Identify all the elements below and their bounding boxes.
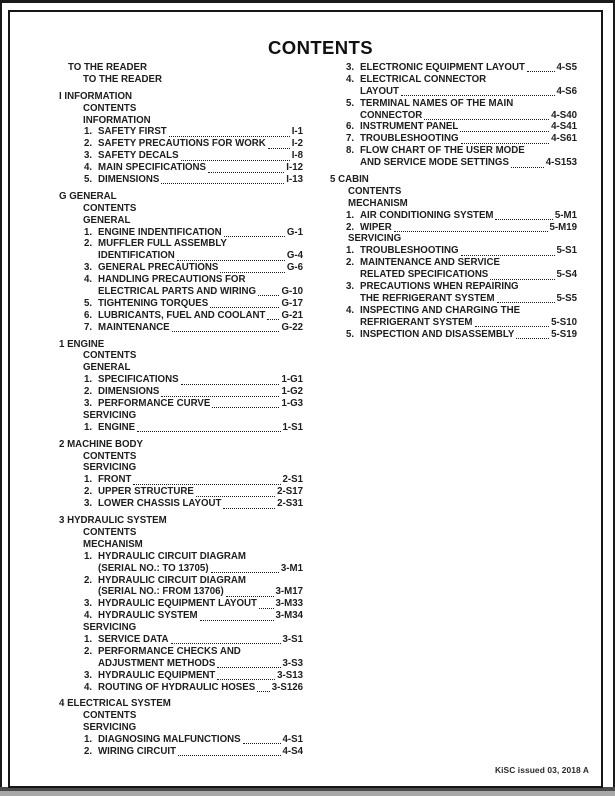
dotted-leader (527, 71, 555, 72)
dotted-leader (460, 131, 549, 132)
toc-item-line (330, 110, 577, 122)
toc-item-line (59, 734, 303, 746)
toc-item-text: ELECTRICAL PARTS AND WIRING (98, 286, 257, 298)
toc-item-text: PERFORMANCE CURVE (98, 398, 211, 410)
toc-heading-text: GENERAL (83, 214, 131, 226)
dotted-leader (177, 260, 285, 261)
toc-item-line (59, 563, 303, 575)
toc-sub-heading (59, 722, 303, 734)
toc-page-number: 2-S1 (282, 474, 303, 486)
toc-item-text: TIGHTENING TORQUES (98, 297, 209, 309)
dotted-leader (243, 743, 281, 744)
toc-item-number: 4. (346, 73, 355, 85)
toc-item-line (59, 498, 303, 510)
toc-heading-text: CONTENTS (348, 185, 402, 197)
toc-item-text: DIMENSIONS (98, 174, 160, 185)
dotted-leader (257, 691, 270, 692)
toc-page-number: 4-S5 (556, 61, 577, 73)
dotted-leader (258, 295, 279, 296)
toc-heading-text: SERVICING (83, 462, 137, 474)
toc-item-number: 3. (346, 281, 355, 293)
toc-page-number: I-13 (286, 174, 303, 185)
dotted-leader (178, 755, 281, 756)
toc-item-number: 4. (346, 304, 355, 316)
toc-item-number: 5. (84, 174, 93, 185)
toc-heading-text: SERVICING (83, 409, 137, 421)
toc-chapter-heading (59, 339, 303, 351)
toc-item-text: FLOW CHART OF THE USER MODE (360, 145, 525, 157)
toc-item-text: THE REFRIGERANT SYSTEM (360, 292, 495, 304)
toc-item-number: 8. (346, 145, 355, 157)
toc-item-text: MUFFLER FULL ASSEMBLY (98, 238, 227, 250)
dotted-leader (516, 338, 549, 339)
toc-heading-text: SERVICING (348, 233, 402, 245)
dotted-leader (226, 596, 274, 597)
toc-sub-heading (330, 233, 577, 245)
toc-item-number: 6. (346, 121, 355, 133)
toc-item-text: IDENTIFICATION (98, 250, 175, 262)
toc-item-text: MAIN SPECIFICATIONS (98, 162, 206, 174)
dotted-leader (394, 231, 548, 232)
footer-issue-note: KiSC issued 03, 2018 A (494, 765, 589, 775)
toc-item-number: 3. (84, 598, 93, 610)
toc-item-text: WIRING CIRCUIT (98, 745, 177, 757)
toc-item-line (59, 598, 303, 610)
toc-item-line (59, 310, 303, 322)
toc-item-text: HYDRAULIC EQUIPMENT (98, 669, 216, 681)
toc-item-number: 2. (84, 745, 93, 757)
toc-sub-heading (59, 103, 303, 115)
toc-item-number: 3. (84, 262, 93, 274)
toc-item-line (330, 62, 577, 74)
toc-item-line (330, 317, 577, 329)
dotted-leader (169, 136, 290, 137)
toc-item-text: SAFETY FIRST (98, 126, 167, 138)
toc-item-text: (SERIAL NO.: FROM 13706) (98, 586, 224, 598)
toc-item-line (59, 422, 303, 434)
toc-item-line (59, 646, 303, 658)
toc-item-line (59, 150, 303, 162)
toc-page-number: 3-M33 (275, 598, 303, 610)
toc-item-number: 2. (84, 574, 93, 586)
toc-sub-heading (59, 710, 303, 722)
toc-page-number: 5-S10 (551, 316, 577, 328)
toc-item-text: LAYOUT (360, 85, 399, 97)
scan-edge-left (0, 0, 2, 796)
toc-page-number: 4-S4 (282, 745, 303, 757)
toc-heading-text: 3 HYDRAULIC SYSTEM (59, 515, 167, 527)
dotted-leader (497, 302, 555, 303)
toc-item-line (330, 157, 577, 169)
dotted-leader (424, 119, 549, 120)
toc-chapter-heading (59, 62, 303, 74)
toc-page-number: 4-S40 (551, 109, 577, 121)
toc-sub-heading (59, 115, 303, 127)
toc-item-line (59, 238, 303, 250)
dotted-leader (210, 307, 279, 308)
toc-page-number: 2-S31 (277, 498, 303, 510)
toc-page-number: 3-S126 (271, 681, 303, 693)
toc-item-text: ENGINE INDENTIFICATION (98, 226, 222, 238)
toc-heading-text: SERVICING (83, 722, 137, 734)
toc-page-number: G-1 (286, 226, 303, 238)
dotted-leader (268, 148, 290, 149)
toc-item-number: 2. (84, 238, 93, 250)
dotted-leader (259, 608, 274, 609)
toc-page-number: 4-S6 (556, 85, 577, 97)
toc-page-number: G-21 (281, 309, 303, 321)
toc-item-line (330, 245, 577, 257)
toc-item-line (59, 658, 303, 670)
toc-item-text: HANDLING PRECAUTIONS FOR (98, 274, 246, 286)
toc-chapter-heading (59, 439, 303, 451)
dotted-leader (461, 143, 550, 144)
toc-item-text: UPPER STRUCTURE (98, 486, 194, 498)
toc-sub-heading (59, 203, 303, 215)
toc-page-number: G-4 (286, 250, 303, 262)
toc-item-line (59, 286, 303, 298)
toc-heading-text: 2 MACHINE BODY (59, 438, 143, 450)
dotted-leader (401, 95, 555, 96)
toc-sub-heading (59, 451, 303, 463)
toc-sub-heading (59, 527, 303, 539)
toc-heading-text: I INFORMATION (59, 90, 133, 102)
toc-item-number: 4. (84, 610, 93, 622)
toc-page-number: 5-S4 (556, 269, 577, 281)
toc-item-text: LOWER CHASSIS LAYOUT (98, 498, 222, 510)
toc-sub-heading (59, 362, 303, 374)
toc-page-number: 4-S61 (551, 133, 577, 145)
toc-chapter-heading (59, 91, 303, 103)
toc-item-text: SAFETY PRECAUTIONS FOR WORK (98, 138, 266, 150)
toc-chapter-heading (330, 174, 577, 186)
toc-item-number: 1. (84, 633, 93, 645)
dotted-leader (217, 667, 280, 668)
toc-page-number: 4-S1 (282, 734, 303, 746)
dotted-leader (211, 572, 279, 573)
toc-heading-text: CONTENTS (83, 202, 137, 214)
toc-item-number: 7. (346, 133, 355, 145)
toc-item-line (330, 257, 577, 269)
toc-item-line (59, 138, 303, 150)
toc-item-line (59, 274, 303, 286)
toc-item-number: 1. (84, 474, 93, 486)
toc-item-number: 2. (84, 645, 93, 657)
toc-item-text: PERFORMANCE CHECKS AND (98, 645, 241, 657)
toc-item-text: SAFETY DECALS (98, 150, 179, 162)
toc-item-line (330, 133, 577, 145)
toc-item-line (59, 250, 303, 262)
toc-page-number: 3-M17 (275, 586, 303, 598)
toc-item-line (330, 281, 577, 293)
toc-page-number: 1-G3 (281, 398, 303, 410)
toc-item-text: HYDRAULIC CIRCUIT DIAGRAM (98, 574, 246, 586)
toc-chapter-heading (59, 698, 303, 710)
toc-sub-heading (59, 350, 303, 362)
toc-sub-heading (330, 198, 577, 210)
toc-item-text: HYDRAULIC CIRCUIT DIAGRAM (98, 550, 246, 562)
toc-heading-text: CONTENTS (83, 102, 137, 114)
toc-item-number: 2. (346, 221, 355, 233)
toc-item-text: (SERIAL NO.: TO 13705) (98, 562, 209, 574)
toc-page-number: I-8 (291, 150, 303, 162)
toc-item-number: 1. (84, 734, 93, 746)
dotted-leader (224, 236, 285, 237)
toc-heading-text: GENERAL (83, 362, 131, 374)
toc-item-number: 4. (84, 274, 93, 286)
toc-item-line (59, 474, 303, 486)
toc-page-number: G-10 (281, 286, 303, 298)
toc-item-text: DIMENSIONS (98, 386, 160, 398)
toc-item-line (330, 74, 577, 86)
page-title: CONTENTS (268, 37, 373, 58)
toc-item-number: 2. (84, 138, 93, 150)
toc-column-left (59, 62, 303, 758)
toc-page-number: 4-S153 (545, 157, 577, 169)
toc-sub-heading (59, 539, 303, 551)
toc-page-number: 1-G2 (281, 386, 303, 398)
toc-item-number: 1. (346, 245, 355, 257)
toc-heading-text: SERVICING (83, 622, 137, 634)
toc-item-text: INSPECTING AND CHARGING THE (360, 304, 521, 316)
dotted-leader (267, 319, 279, 320)
dotted-leader (490, 279, 554, 280)
toc-sub-heading (59, 74, 303, 86)
toc-item-text: ELECTRONIC EQUIPMENT LAYOUT (360, 61, 525, 73)
toc-chapter-heading (59, 191, 303, 203)
toc-item-text: HYDRAULIC SYSTEM (98, 610, 198, 622)
toc-page-number: I-2 (291, 138, 303, 150)
toc-item-number: 3. (84, 498, 93, 510)
toc-item-number: 2. (346, 257, 355, 269)
toc-item-line (330, 305, 577, 317)
dotted-leader (475, 326, 550, 327)
toc-item-number: 1. (84, 421, 93, 433)
toc-sub-heading (59, 215, 303, 227)
toc-item-line (59, 551, 303, 563)
toc-item-line (59, 386, 303, 398)
toc-item-number: 2. (84, 386, 93, 398)
toc-item-number: 3. (84, 398, 93, 410)
toc-heading-text: G GENERAL (59, 190, 117, 202)
toc-heading-text: 1 ENGINE (59, 338, 105, 350)
toc-item-line (330, 329, 577, 341)
dotted-leader (212, 407, 279, 408)
toc-item-number: 2. (84, 486, 93, 498)
toc-item-text: ENGINE (98, 421, 136, 433)
dotted-leader (181, 384, 280, 385)
toc-item-line (330, 269, 577, 281)
toc-item-text: TROUBLESHOOTING (360, 245, 459, 257)
toc-item-text: LUBRICANTS, FUEL AND COOLANT (98, 309, 266, 321)
toc-item-text: TERMINAL NAMES OF THE MAIN (360, 97, 514, 109)
toc-heading-text: MECHANISM (348, 197, 408, 209)
toc-sub-heading (59, 463, 303, 475)
toc-heading-text: INFORMATION (83, 114, 151, 126)
toc-columns (59, 62, 577, 758)
toc-item-line (59, 575, 303, 587)
toc-page-number: 5-M19 (549, 221, 577, 233)
toc-sub-heading (59, 410, 303, 422)
toc-page-number: 4-S41 (551, 121, 577, 133)
dotted-leader (511, 167, 544, 168)
toc-item-text: FRONT (98, 474, 132, 486)
toc-item-text: ELECTRICAL CONNECTOR (360, 73, 487, 85)
toc-item-line (59, 322, 303, 334)
toc-item-number: 1. (84, 374, 93, 386)
toc-heading-text: CONTENTS (83, 350, 137, 362)
toc-item-line (330, 121, 577, 133)
toc-item-number: 1. (346, 209, 355, 221)
toc-item-line (59, 746, 303, 758)
toc-item-number: 1. (84, 126, 93, 138)
scan-edge-bottom-shadow (0, 791, 615, 796)
toc-item-number: 1. (84, 226, 93, 238)
toc-item-number: 3. (346, 61, 355, 73)
toc-heading-text: CONTENTS (83, 710, 137, 722)
dotted-leader (223, 508, 275, 509)
toc-item-text: MAINTENANCE (98, 321, 170, 333)
toc-item-text: HYDRAULIC EQUIPMENT LAYOUT (98, 598, 257, 610)
toc-heading-text: TO THE READER (68, 61, 147, 73)
toc-item-line (59, 486, 303, 498)
toc-item-line (59, 586, 303, 598)
toc-item-text: RELATED SPECIFICATIONS (360, 269, 489, 281)
toc-item-line (59, 634, 303, 646)
toc-item-number: 1. (84, 550, 93, 562)
toc-page-number: I-12 (286, 162, 303, 174)
toc-heading-text: 4 ELECTRICAL SYSTEM (59, 698, 171, 710)
toc-item-line (330, 210, 577, 222)
toc-item-text: GENERAL PRECAUTIONS (98, 262, 219, 274)
toc-item-text: SPECIFICATIONS (98, 374, 179, 386)
dotted-leader (137, 431, 280, 432)
toc-item-text: SERVICE DATA (98, 633, 169, 645)
toc-chapter-heading (59, 515, 303, 527)
toc-page-number: 5-S5 (556, 292, 577, 304)
toc-page-number: 3-S13 (277, 669, 303, 681)
toc-page-number: 1-S1 (282, 421, 303, 433)
toc-item-text: ROUTING OF HYDRAULIC HOSES (98, 681, 256, 693)
dotted-leader (133, 484, 280, 485)
toc-item-text: TROUBLESHOOTING (360, 133, 459, 145)
toc-item-text: AIR CONDITIONING SYSTEM (360, 209, 494, 221)
page-border (8, 10, 603, 788)
dotted-leader (161, 183, 284, 184)
toc-item-number: 7. (84, 321, 93, 333)
toc-item-line (59, 227, 303, 239)
dotted-leader (161, 396, 279, 397)
toc-item-number: 5. (84, 297, 93, 309)
dotted-leader (495, 219, 552, 220)
toc-page-number: 3-M1 (280, 562, 303, 574)
toc-heading-text: CONTENTS (83, 450, 137, 462)
toc-item-text: ADJUSTMENT METHODS (98, 657, 216, 669)
toc-item-line (330, 98, 577, 110)
dotted-leader (461, 255, 555, 256)
toc-item-text: PRECAUTIONS WHEN REPAIRING (360, 281, 519, 293)
toc-page-number: 1-G1 (281, 374, 303, 386)
toc-item-line (59, 682, 303, 694)
toc-page-number: G-22 (281, 321, 303, 333)
toc-item-number: 6. (84, 309, 93, 321)
toc-item-text: REFRIGERANT SYSTEM (360, 316, 473, 328)
toc-item-line (330, 293, 577, 305)
toc-item-line (330, 145, 577, 157)
toc-item-line (59, 298, 303, 310)
toc-item-line (59, 262, 303, 274)
toc-item-line (330, 86, 577, 98)
toc-item-line (59, 398, 303, 410)
toc-item-line (330, 222, 577, 234)
toc-item-text: MAINTENANCE AND SERVICE (360, 257, 500, 269)
toc-heading-text: 5 CABIN (330, 174, 369, 185)
dotted-leader (200, 620, 274, 621)
toc-item-number: 5. (346, 97, 355, 109)
dotted-leader (217, 679, 275, 680)
dotted-leader (208, 172, 284, 173)
toc-item-line (59, 126, 303, 138)
toc-item-text: CONNECTOR (360, 109, 423, 121)
toc-page-number: 2-S17 (277, 486, 303, 498)
toc-page-number: 3-S1 (282, 633, 303, 645)
dotted-leader (181, 160, 290, 161)
toc-heading-text: CONTENTS (83, 526, 137, 538)
toc-sub-heading (59, 622, 303, 634)
toc-item-text: DIAGNOSING MALFUNCTIONS (98, 734, 241, 746)
dotted-leader (172, 331, 280, 332)
toc-item-line (59, 610, 303, 622)
toc-page-number: 3-S3 (282, 657, 303, 669)
dotted-leader (171, 643, 281, 644)
toc-item-number: 3. (84, 669, 93, 681)
toc-page-number: G-6 (286, 262, 303, 274)
toc-page-number: I-1 (291, 126, 303, 138)
toc-item-line (59, 162, 303, 174)
toc-item-number: 4. (84, 162, 93, 174)
toc-item-number: 5. (346, 328, 355, 340)
toc-heading-text: MECHANISM (83, 538, 143, 550)
toc-item-number: 4. (84, 681, 93, 693)
toc-sub-heading (330, 186, 577, 198)
toc-heading-text: TO THE READER (83, 73, 162, 85)
toc-item-number: 3. (84, 150, 93, 162)
toc-item-line (59, 174, 303, 186)
toc-item-text: INSTRUMENT PANEL (360, 121, 459, 133)
toc-item-line (59, 670, 303, 682)
toc-page-number: 5-S19 (551, 328, 577, 340)
toc-column-right (330, 62, 577, 758)
scan-edge-top (0, 0, 615, 3)
toc-item-text: AND SERVICE MODE SETTINGS (360, 157, 509, 169)
toc-page-number: G-17 (281, 297, 303, 309)
dotted-leader (196, 496, 275, 497)
toc-item-text: INSPECTION AND DISASSEMBLY (360, 328, 515, 340)
toc-page-number: 5-S1 (556, 245, 577, 257)
toc-page-number: 5-M1 (554, 209, 577, 221)
toc-page-number: 3-M34 (275, 610, 303, 622)
toc-item-line (59, 374, 303, 386)
dotted-leader (220, 272, 284, 273)
toc-item-text: WIPER (360, 221, 392, 233)
